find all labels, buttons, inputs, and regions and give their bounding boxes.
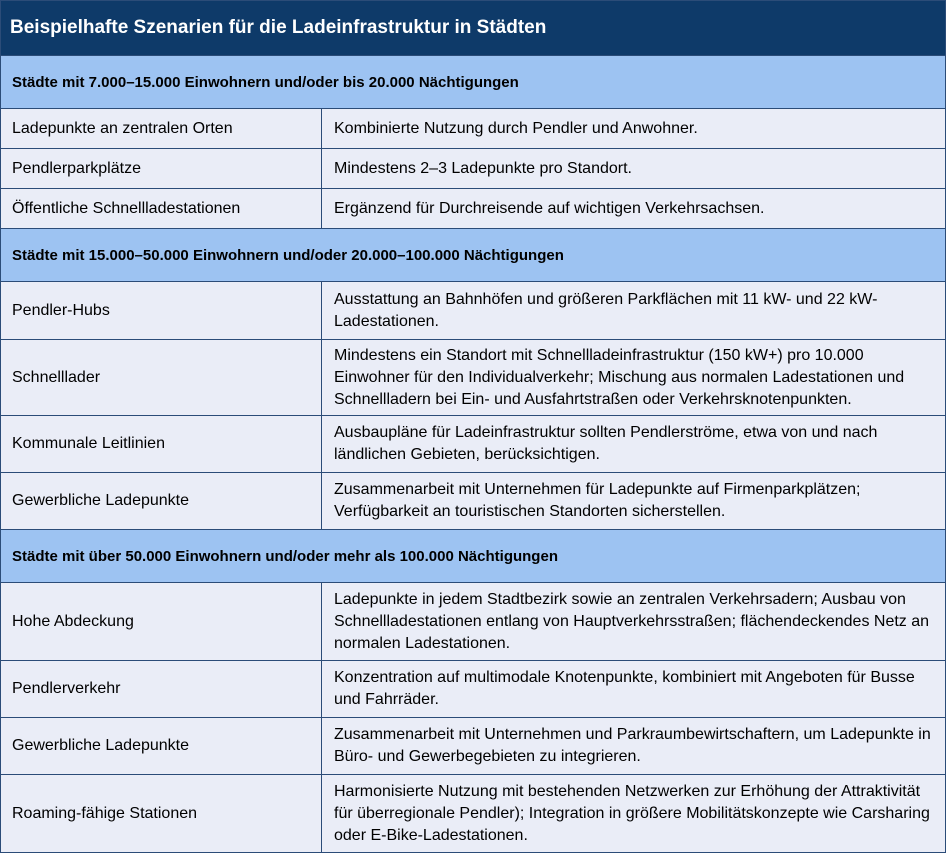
table-row bbox=[1, 660, 945, 717]
row-description: Ausbaupläne für Ladeinfrastruktur sollten Pendlerströme, etwa von und nach ländlichen Gebieten, berücksichtigen. bbox=[334, 424, 878, 463]
row-description: Zusammenarbeit mit Unternehmen für Ladepunkte auf Firmenparkplätzen; Verfügbarkeit an touristischen Standorten sicherstellen. bbox=[334, 481, 861, 520]
table-row bbox=[1, 281, 945, 339]
row-description: Ausstattung an Bahnhöfen und größeren Parkflächen mit 11 kW- und 22 kW-Ladestationen. bbox=[334, 290, 878, 330]
row-description: Harmonisierte Nutzung mit bestehenden Netzwerken zur Erhöhung der Attraktivität für überregionale Pendler); Integration in größere Mobilitätskonzepte wie Carsharing oder E-Bike-Ladestationen. bbox=[334, 782, 930, 844]
row-label: Pendler-Hubs bbox=[1, 282, 322, 339]
table-row bbox=[1, 188, 945, 228]
row-label: Roaming-fähige Stationen bbox=[1, 775, 322, 852]
row-label: Öffentliche Schnellladestationen bbox=[1, 189, 322, 228]
row-description: Mindestens ein Standort mit Schnellladeinfrastruktur (150 kW+) pro 10.000 Einwohner für den Individualverkehr; Mischung aus normalen Ladestationen und Schnellladern bei Ein- und Ausfahrtstraßen oder Verkehrsknotenpunkten. bbox=[334, 346, 905, 408]
section-heading: Städte mit 15.000–50.000 Einwohnern und/oder 20.000–100.000 Nächtigungen bbox=[1, 228, 945, 281]
table-row bbox=[1, 774, 945, 852]
table-title: Beispielhafte Szenarien für die Ladeinfrastruktur in Städten bbox=[1, 1, 945, 55]
row-description: Zusammenarbeit mit Unternehmen und Parkraumbewirtschaftern, um Ladepunkte in Büro- und Gewerbegebieten zu integrieren. bbox=[334, 726, 931, 765]
section-heading: Städte mit 7.000–15.000 Einwohnern und/oder bis 20.000 Nächtigungen bbox=[1, 55, 945, 108]
row-description: Mindestens 2–3 Ladepunkte pro Standort. bbox=[334, 159, 632, 177]
row-label: Pendlerverkehr bbox=[1, 661, 322, 717]
table-row bbox=[1, 472, 945, 529]
table-row bbox=[1, 415, 945, 472]
row-label: Gewerbliche Ladepunkte bbox=[1, 718, 322, 774]
row-description: Ergänzend für Durchreisende auf wichtigen Verkehrsachsen. bbox=[334, 199, 765, 217]
row-label: Gewerbliche Ladepunkte bbox=[1, 473, 322, 529]
row-label: Pendlerparkplätze bbox=[1, 149, 322, 188]
table-row bbox=[1, 582, 945, 660]
row-description: Ladepunkte in jedem Stadtbezirk sowie an zentralen Verkehrsadern; Ausbau von Schnellladestationen entlang von Hauptverkehrsstraßen; flächendeckendes Netz an normalen Ladestationen. bbox=[334, 590, 930, 652]
table-row bbox=[1, 717, 945, 774]
row-label: Kommunale Leitlinien bbox=[1, 416, 322, 472]
table-row bbox=[1, 108, 945, 148]
row-label: Hohe Abdeckung bbox=[1, 583, 322, 660]
table-row bbox=[1, 339, 945, 415]
table-row bbox=[1, 148, 945, 188]
row-description: Kombinierte Nutzung durch Pendler und Anwohner. bbox=[334, 119, 698, 137]
row-description: Konzentration auf multimodale Knotenpunkte, kombiniert mit Angeboten für Busse und Fahrräder. bbox=[334, 669, 915, 708]
section-heading: Städte mit über 50.000 Einwohnern und/oder mehr als 100.000 Nächtigungen bbox=[1, 529, 945, 582]
row-label: Schnelllader bbox=[1, 340, 322, 415]
row-label: Ladepunkte an zentralen Orten bbox=[1, 109, 322, 148]
